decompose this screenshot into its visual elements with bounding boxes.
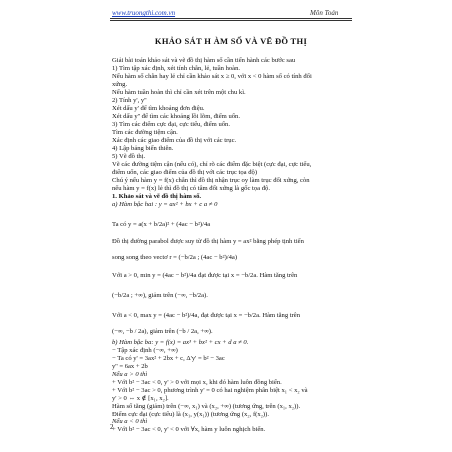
text-line: 5) Vẽ đồ thị. (112, 153, 146, 160)
text-line: b) Hàm bậc ba: y = f(x) = ax³ + bx² + cx + d a ≠ 0. (112, 339, 249, 346)
text-line: + Với b² − 3ac < 0, y' > 0 với mọi x, khi đó hàm luôn đồng biến. (112, 379, 282, 386)
text-line: Xác định các giao điểm của đồ thị với các trục. (112, 137, 237, 144)
page-title: KHẢO SÁT H ÀM SỐ VÀ VẼ ĐỒ THỊ (154, 36, 308, 46)
text-line: 1) Tìm tập xác định, xét tính chẵn, lẻ, tuần hoàn. (112, 65, 241, 72)
header-subject: Môn Toán (310, 9, 339, 17)
header-divider (110, 18, 352, 21)
text-line: Xét dấu y' để tìm khoảng đơn điệu. (112, 105, 205, 112)
text-line: Đồ thị đường parabol được suy từ đồ thị hàm y = ax² bằng phép tịnh tiến (112, 238, 304, 245)
text-line: − Tập xác định (−∞, +∞) (112, 347, 178, 354)
text-line: y' > 0 ⇔ x ∉ [x₁, x₂]. (112, 395, 169, 402)
text-line: Hàm số tăng (giảm) trên (−∞, x₁) và (x₂, +∞) (tương ứng, trên (x₁, x₂)). (112, 403, 301, 410)
text-line: Với a > 0, min y = (4ac − b²)/4a đạt được tại x = −b/2a. Hàm tăng trên (112, 272, 298, 279)
text-line: nếu hàm y = f(x) lẻ thì đồ thị có tâm đối xứng là gốc tọa độ. (112, 185, 270, 192)
text-line: Với a < 0, max y = (4ac − b²)/4a, đạt được tại x = −b/2a. Hàm tăng trên (112, 312, 301, 319)
text-line: y'' = 6ax + 2b (112, 363, 148, 370)
text-line: 3) Tìm các điểm cực đại, cực tiểu, điểm uốn. (112, 121, 230, 128)
text-line: Xét dấu y'' để tìm các khoảng lồi lõm, điểm uốn. (112, 113, 240, 120)
text-line: xứng. (112, 81, 128, 88)
text-line: Vẽ các đường tiệm cận (nếu có), chỉ rõ các điểm đặc biệt (cực đại, cực tiểu, (112, 161, 312, 168)
text-line: + Với b² − 3ac < 0, y' < 0 với ∀x, hàm y luôn nghịch biến. (112, 426, 266, 433)
text-line: 4) Lập bảng biến thiên. (112, 145, 174, 152)
text-line: + Với b² − 3ac > 0, phương trình y' = 0 có hai nghiệm phân biệt x₁ < x₂ và (112, 387, 308, 394)
text-line: 1. Khảo sát và vẽ đồ thị hàm số. (112, 193, 202, 200)
text-line: song song theo vectơ r = (−b/2a ; (4ac − b²)/4a) (112, 254, 238, 261)
text-line: Tìm các đường tiệm cận. (112, 129, 178, 136)
text-line: Ta có y = a(x + b/2a)² + (4ac − b²)/4a (112, 221, 211, 228)
text-line: Nếu hàm số chẵn hay lẻ chỉ cần khảo sát x ≥ 0, với x < 0 hàm số có tính đối (112, 73, 312, 80)
text-line: Nếu a < 0 thì (112, 418, 148, 425)
page-number: 2 (110, 423, 114, 431)
text-line: Nếu a > 0 thì (112, 371, 148, 378)
text-line: − Ta có y' = 3ax² + 2bx + c, Δ'y' = b² − 3ac (112, 355, 225, 362)
text-line: Điểm cực đại (cực tiểu) là (x₁, y(x₁)) (tương ứng (x₂, f(x₂)). (112, 411, 269, 418)
text-line: a) Hàm bậc hai : y = ax² + bx + c a ≠ 0 (112, 201, 218, 208)
text-line: Chú ý nếu hàm y = f(x) chẵn thì đồ thị nhận trục oy làm trục đối xứng, còn (112, 177, 310, 184)
header-site-link[interactable]: www.truongthi.com.vn (112, 9, 176, 17)
text-line: Giải bài toán khảo sát và vẽ đồ thị hàm số cần tiến hành các bước sau (112, 57, 296, 64)
text-line: (−b/2a ; +∞), giảm trên (−∞, −b/2a). (112, 292, 208, 299)
text-line: 2) Tính y', y'' (112, 97, 147, 104)
text-line: điểm uốn, các giao điểm của đồ thị với các trục tọa độ) (112, 169, 258, 176)
text-line: Nếu hàm tuần hoàn thì chỉ cần xét trên một chu kì. (112, 89, 246, 96)
text-line: (−∞, −b / 2a), giảm trên (−b / 2a, +∞). (112, 328, 213, 335)
